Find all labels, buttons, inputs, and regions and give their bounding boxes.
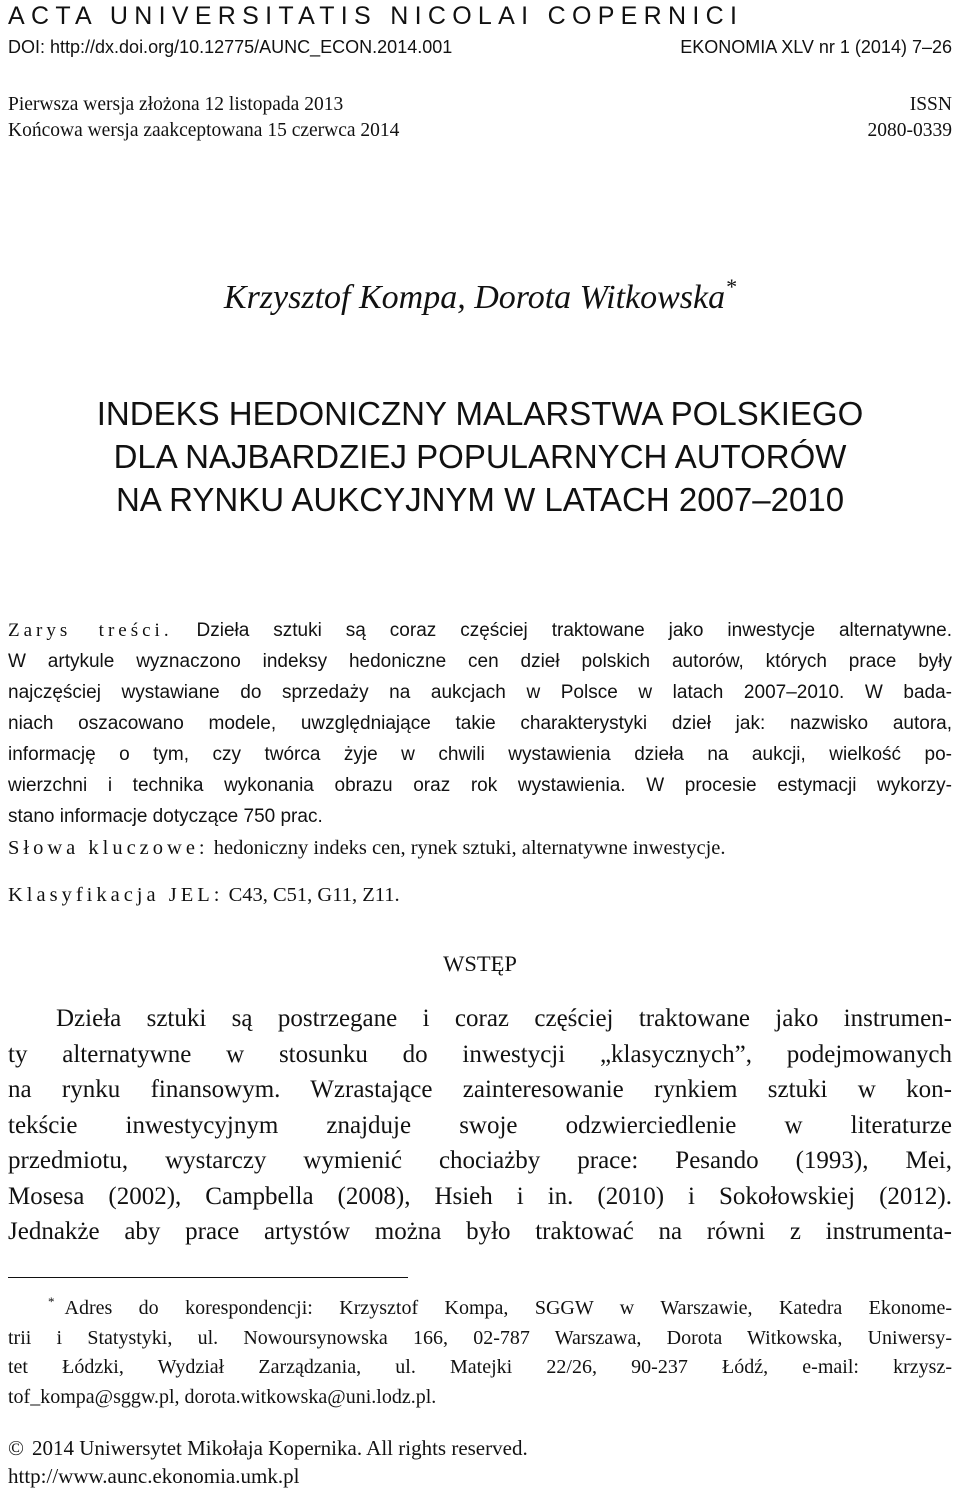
title-line: NA RYNKU AUKCYJNYM W LATACH 2007–2010 xyxy=(115,481,845,518)
footnote-line: trii i Statystyki, ul. Nowoursynowska 166, 02-787 Warszawa, Dorota Witkowska, Uniwersy- xyxy=(8,1326,952,1349)
footnote-text: Adres do korespondencji: Krzysztof Kompa, SGGW w Warszawie, Katedra Ekonome- xyxy=(64,1297,952,1319)
jel-value: C43, C51, G11, Z11. xyxy=(228,884,400,906)
keywords-label: Słowa kluczowe: xyxy=(8,837,209,859)
footnote-line xyxy=(8,1294,952,1324)
abstract-line: wierzchni i technika wykonania obrazu oraz rok wystawienia. W procesie estymacji wykorzy- xyxy=(8,775,952,796)
history-row-1 xyxy=(8,94,952,116)
author-footnote-mark[interactable]: * xyxy=(725,274,737,299)
section-heading: WSTĘP xyxy=(443,951,517,976)
issue-info: EKONOMIA XLV nr 1 (2014) 7–26 xyxy=(680,37,952,57)
title-line: INDEKS HEDONICZNY MALARSTWA POLSKIEGO xyxy=(96,395,864,432)
intro-text xyxy=(8,1001,952,1250)
footnote-divider xyxy=(8,1277,408,1278)
keywords-value: hedoniczny indeks cen, rynek sztuki, alternatywne inwestycje. xyxy=(213,837,726,859)
body-line: na rynku finansowym. Wzrastające zainteresowanie rynkiem sztuki w kon- xyxy=(8,1076,952,1103)
abstract-line: najczęściej wystawiane do sprzedaży na aukcjach w Polsce w latach 2007–2010. W bada- xyxy=(8,682,952,703)
copyright xyxy=(8,1434,952,1490)
abstract-line: informację o tym, czy twórca żyje w chwili wystawienia dzieła na aukcji, wielkość po- xyxy=(8,744,952,765)
title-line: DLA NAJBARDZIEJ POPULARNYCH AUTORÓW xyxy=(113,438,847,475)
body-line: Jednakże aby prace artystów można było traktować na równi z instrumenta- xyxy=(8,1218,952,1245)
footnote-line: tof_kompa@sggw.pl, dorota.witkowska@uni.lodz.pl. xyxy=(8,1385,437,1408)
body-line: przedmiotu, wystarczy wymienić chociażby prace: Pesando (1993), Mei, xyxy=(8,1147,952,1174)
abstract-label: Zarys treści. xyxy=(8,620,173,641)
copyright-icon: © xyxy=(8,1436,24,1460)
abstract-line: niach oszacowano modele, uwzględniające takie charakterystyki dzieł jak: nazwisko autora, xyxy=(8,713,952,734)
authors xyxy=(0,274,960,317)
history-row-2 xyxy=(8,120,952,142)
footnote xyxy=(8,1294,952,1412)
body-line: Mosesa (2002), Campbella (2008), Hsieh i in. (2010) i Sokołowskiej (2012). xyxy=(8,1182,952,1210)
abstract-line xyxy=(8,615,952,646)
final-version-date: Końcowa wersja zaakceptowana 15 czerwca 2014 xyxy=(8,120,400,141)
issn-value: 2080-0339 xyxy=(867,120,952,141)
first-version-date: Pierwsza wersja złożona 12 listopada 2013 xyxy=(8,94,344,115)
copyright-text: 2014 Uniwersytet Mikołaja Kopernika. All rights reserved. xyxy=(31,1436,528,1460)
issn-label: ISSN xyxy=(909,94,952,115)
body-line: tekście inwestycyjnym znajduje swoje odzwierciedlenie w literaturze xyxy=(8,1111,952,1139)
copyright-line xyxy=(8,1434,952,1462)
abstract-text: Dzieła sztuki są coraz częściej traktowane jako inwestycje alternatywne. xyxy=(196,620,953,641)
doi-row xyxy=(8,37,952,58)
abstract-line: W artykule wyznaczono indeksy hedoniczne cen dzieł polskich autorów, których prace były xyxy=(8,651,952,672)
abstract xyxy=(8,615,952,832)
footnote-mark: * xyxy=(48,1294,55,1309)
journal-url[interactable]: http://www.aunc.ekonomia.umk.pl xyxy=(8,1464,300,1488)
journal-title: ACTA UNIVERSITATIS NICOLAI COPERNICI xyxy=(8,2,744,30)
body-line: Dzieła sztuki są postrzegane i coraz częściej traktowane jako instrumen- xyxy=(56,1005,952,1032)
author-names: Krzysztof Kompa, Dorota Witkowska xyxy=(223,279,726,316)
jel-classification xyxy=(8,884,952,907)
jel-label: Klasyfikacja JEL: xyxy=(8,884,224,906)
keywords xyxy=(8,837,952,860)
abstract-line: stano informacje dotyczące 750 prac. xyxy=(8,806,323,827)
body-line: ty alternatywne w stosunku do inwestycji „klasycznych”, podejmowanych xyxy=(8,1040,952,1068)
footnote-line: tet Łódzki, Wydział Zarządzania, ul. Matejki 22/26, 90-237 Łódź, e-mail: krzysz- xyxy=(8,1356,952,1378)
article-title xyxy=(0,392,960,521)
doi-link[interactable]: DOI: http://dx.doi.org/10.12775/AUNC_ECON.2014.001 xyxy=(8,37,453,57)
